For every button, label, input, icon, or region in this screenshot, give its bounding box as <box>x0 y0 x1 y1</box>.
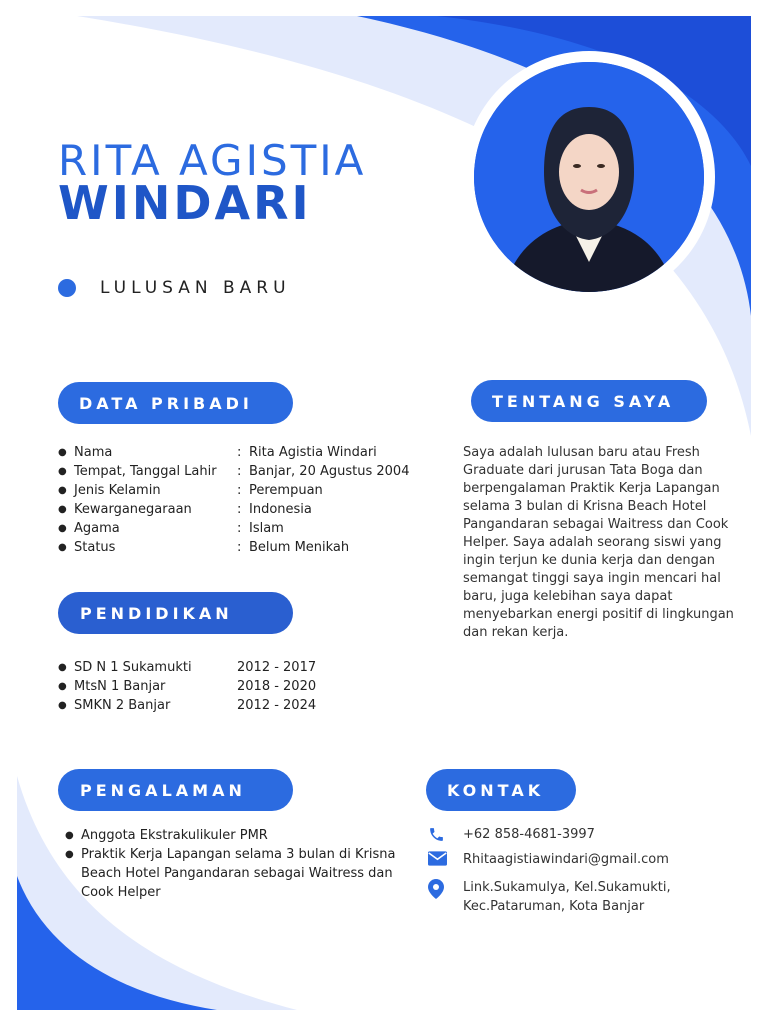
school-name: SD N 1 Sukamukti <box>74 660 192 675</box>
bullet-icon: ● <box>58 447 67 458</box>
experience-text: Anggota Ekstrakulikuler PMR <box>81 828 268 843</box>
field-label: Nama <box>74 445 113 460</box>
bullet-icon: ● <box>58 662 67 673</box>
field-separator: : <box>237 540 242 555</box>
field-value: Perempuan <box>249 483 323 498</box>
subtitle-dot-icon <box>58 279 76 297</box>
field-label: Agama <box>74 521 120 536</box>
list-item <box>58 500 409 519</box>
school-name: MtsN 1 Banjar <box>74 679 166 694</box>
list-item <box>58 658 316 677</box>
school-years: 2018 - 2020 <box>237 679 317 694</box>
list-item <box>58 696 316 715</box>
field-label: Tempat, Tanggal Lahir <box>74 464 217 479</box>
field-value: Islam <box>249 521 284 536</box>
pendidikan-list <box>58 658 316 715</box>
bullet-icon: ● <box>58 523 67 534</box>
list-item <box>58 538 409 557</box>
address-line-2: Kec.Pataruman, Kota Banjar <box>463 899 645 914</box>
data-pribadi-list <box>58 443 409 557</box>
list-item <box>58 443 409 462</box>
section-header-data-pribadi: DATA PRIBADI <box>58 382 293 424</box>
field-separator: : <box>237 483 242 498</box>
field-label: Status <box>74 540 116 555</box>
phone-icon <box>428 825 463 844</box>
bullet-icon: ● <box>58 542 67 553</box>
section-header-tentang-saya: TENTANG SAYA <box>471 380 707 422</box>
name-last: WINDARI <box>58 176 312 230</box>
cv-page <box>17 16 751 1010</box>
list-item <box>58 481 409 500</box>
person-silhouette-icon <box>474 62 704 292</box>
address-text <box>463 878 671 916</box>
email-icon <box>428 850 463 869</box>
about-paragraph: Saya adalah lulusan baru atau Fresh Graduate dari jurusan Tata Boga dan berpengalaman Praktik Kerja Lapangan selama 3 bulan di Krisna Beach Hotel Pangandaran sebagai Waitress dan Cook Helper. Saya adalah seorang siswi yang ingin terjun ke dunia kerja dan dengan semangat tinggi saya ingin mencari hal baru, juga kelebihan saya dapat menyebarkan energi positif di lingkungan dan rekan kerja. <box>463 445 734 640</box>
field-separator: : <box>237 445 242 460</box>
list-item <box>58 519 409 538</box>
field-value: Indonesia <box>249 502 312 517</box>
address-line-1: Link.Sukamulya, Kel.Sukamukti, <box>463 880 671 895</box>
bullet-icon: ● <box>58 485 67 496</box>
list-item <box>58 462 409 481</box>
list-item <box>58 677 316 696</box>
subtitle: LULUSAN BARU <box>100 278 291 298</box>
school-years: 2012 - 2024 <box>237 698 317 713</box>
bullet-icon: ● <box>58 700 67 711</box>
section-header-kontak: KONTAK <box>426 769 576 811</box>
contact-address <box>428 878 671 916</box>
location-pin-icon <box>428 878 463 916</box>
school-years: 2012 - 2017 <box>237 660 317 675</box>
name-first: RITA AGISTIA <box>58 136 367 185</box>
bullet-icon: ● <box>65 830 74 841</box>
contact-email <box>428 850 669 869</box>
pengalaman-list <box>65 826 401 902</box>
bullet-icon: ● <box>65 849 74 860</box>
phone-text: +62 858-4681-3997 <box>463 827 595 842</box>
school-name: SMKN 2 Banjar <box>74 698 171 713</box>
section-header-pendidikan: PENDIDIKAN <box>58 592 293 634</box>
list-item <box>65 845 401 902</box>
field-value: Rita Agistia Windari <box>249 445 377 460</box>
experience-text: Praktik Kerja Lapangan selama 3 bulan di Krisna Beach Hotel Pangandaran sebagai Waitress dan Cook Helper <box>81 847 396 900</box>
list-item <box>65 826 401 845</box>
field-label: Jenis Kelamin <box>74 483 161 498</box>
profile-photo <box>474 62 704 292</box>
field-separator: : <box>237 502 242 517</box>
field-value: Banjar, 20 Agustus 2004 <box>249 464 410 479</box>
contact-phone <box>428 825 595 844</box>
bullet-icon: ● <box>58 504 67 515</box>
field-separator: : <box>237 521 242 536</box>
field-label: Kewarganegaraan <box>74 502 192 517</box>
field-value: Belum Menikah <box>249 540 350 555</box>
bullet-icon: ● <box>58 681 67 692</box>
bullet-icon: ● <box>58 466 67 477</box>
field-separator: : <box>237 464 242 479</box>
section-header-pengalaman: PENGALAMAN <box>58 769 293 811</box>
email-text: Rhitaagistiawindari@gmail.com <box>463 852 669 867</box>
